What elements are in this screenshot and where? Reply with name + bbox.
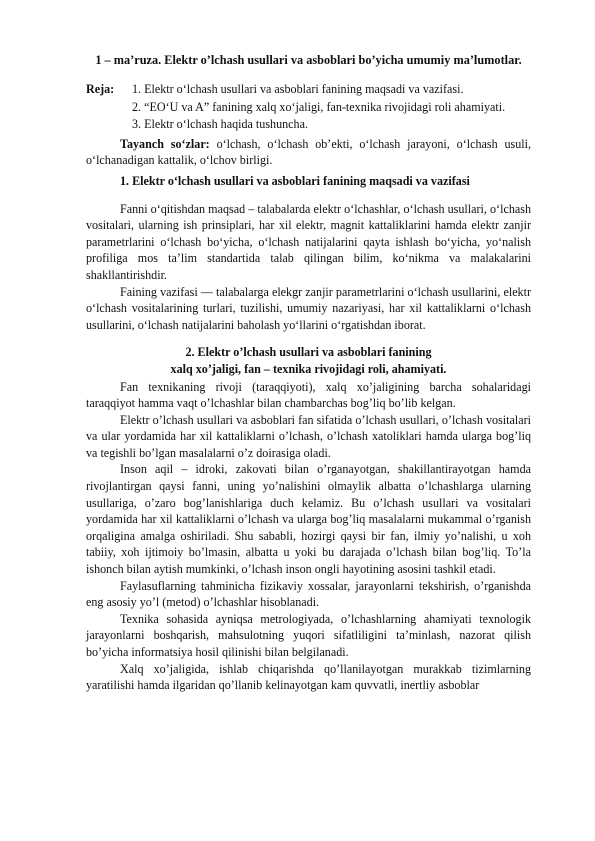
plan-item-text: 2. “EOʻU va A” fanining xalq xoʻjaligi, fan-texnika rivojidagi roli ahamiyati.: [132, 99, 506, 114]
paragraph: Fanni oʻqitishdan maqsad – talabalarda elektr oʻlchashlar, oʻlchash usullari, oʻlchash vositalari, ularning ish prinsiplari, har xil elektr, magnit kattaliklarini hamda elektr zanjir parametrlarini oʻlchash boʻyicha, oʻlchash natijalarini qayta ishlash boʻyicha, yoʻnalish profiliga mos taʼlim standartida talab qilingan bilim, koʻnikma va malakalarini shakllantirishdir.: [86, 201, 531, 282]
plan-item: [132, 99, 531, 116]
keywords-text: oʻlchash, oʻlchash obʼekti, oʻlchash jarayoni, oʻlchash usuli, oʻlchanadigan kattalik, oʻlchov birligi.: [86, 136, 531, 168]
section2-heading: [86, 344, 531, 377]
plan-list: [132, 81, 531, 134]
section2-heading-line2: xalq xo’jaligi, fan – texnika rivojidagi roli, ahamiyati.: [170, 361, 447, 376]
plan-block: [86, 81, 531, 134]
paragraph: Faylasuflarning tahminicha fizikaviy xossalar, jarayonlarni tekshirish, o’rganishda eng asosiy yo’l (metod) o’lchashlar hisoblanadi.: [86, 578, 531, 610]
paragraph: Xalq xo’jaligida, ishlab chiqarishda qo’llanilayotgan murakkab tizimlarning yaratilishi hamda ilgaridan qo’llanib kelinayotgan kam quvvatli, inertliy asboblar: [86, 661, 531, 693]
plan-item: 1. Elektr oʻlchash usullari va asboblari fanining maqsadi va vazifasi.: [132, 82, 464, 96]
keywords-label: Tayanch soʻzlar:: [120, 136, 210, 151]
paragraph: Texnika sohasida ayniqsa metrologiyada, o’lchashlarning ahamiyati texnologik jarayonlarni boshqarish, mahsulotning yuqori sifatliligini ta’minlash, nazorat qilish bo’yicha informatsiya hosil qilinishi bilan belgilanadi.: [86, 611, 531, 659]
document-page: [86, 52, 531, 694]
page-title: 1 – ma’ruza. Elektr o’lchash usullari va asboblari bo’yicha umumiy ma’lumotlar.: [95, 53, 522, 67]
plan-label: Reja:: [86, 82, 115, 96]
section1-heading: 1. Elektr oʻlchash usullari va asboblari fanining maqsadi va vazifasi: [120, 173, 470, 188]
paragraph: Inson aqil – idroki, zakovati bilan o’rganayotgan, shakillantirayotgan hamda rivojlantirgan qaysi fanni, uning yo’nalishini olmaylik albatta o’lchashlarga ularning usullariga, o’zaro bog’lanishlariga duch kelamiz. Bu o’lchash usullari va vositalari yordamida har xil kattaliklarni o’lchash va ularga bog’liq masalalarni mukammal o’rganish orqaligina amalga oshiriladi. Shu sababli, hozirgi qaysi bir fan, ilmiy yo’nalishi, u xoh tabiiy, xoh ijtimoiy bo’lmasin, albatta u yoki bu darajada o’lchash bilan bog’liq. To’la ishonch bilan aytish mumkinki, o’lchash inson ongli hayotining asosini tashkil etadi.: [86, 462, 531, 577]
keywords-paragraph: [86, 136, 531, 169]
section2-heading-line1: 2. Elektr o’lchash usullari va asboblari fanining: [185, 345, 432, 360]
paragraph: Elektr o’lchash usullari va asboblari fan sifatida o’lchash usullari, o’lchash vositalari va ular yordamida har xil kattaliklarni o’lchash, o’lchash xatoliklari hamda ularga bog’liq va tegishli bo’lgan masalalarni o’z doirasiga oladi.: [86, 412, 531, 460]
paragraph: Faining vazifasi — talabalarga elekgr zanjir parametrlarini oʻlchash usullarini, elektr oʻlchash vositalarining turlari, tuzilishi, umumiy nazariyasi, har xil kattaliklarni oʻlchash usullarini, oʻlchash natijalarini baholash yoʻllarini oʻrgatishdan iborat.: [86, 284, 531, 332]
plan-item: 3. Elektr oʻlchash haqida tushuncha.: [132, 117, 308, 132]
paragraph: Fan texnikaning rivoji (taraqqiyoti), xalq xo’jaligining barcha sohalaridagi taraqqiyot hamma vaqt o’lchashlar bilan chambarchas bog’liq bo’lib kelgan.: [86, 379, 531, 411]
